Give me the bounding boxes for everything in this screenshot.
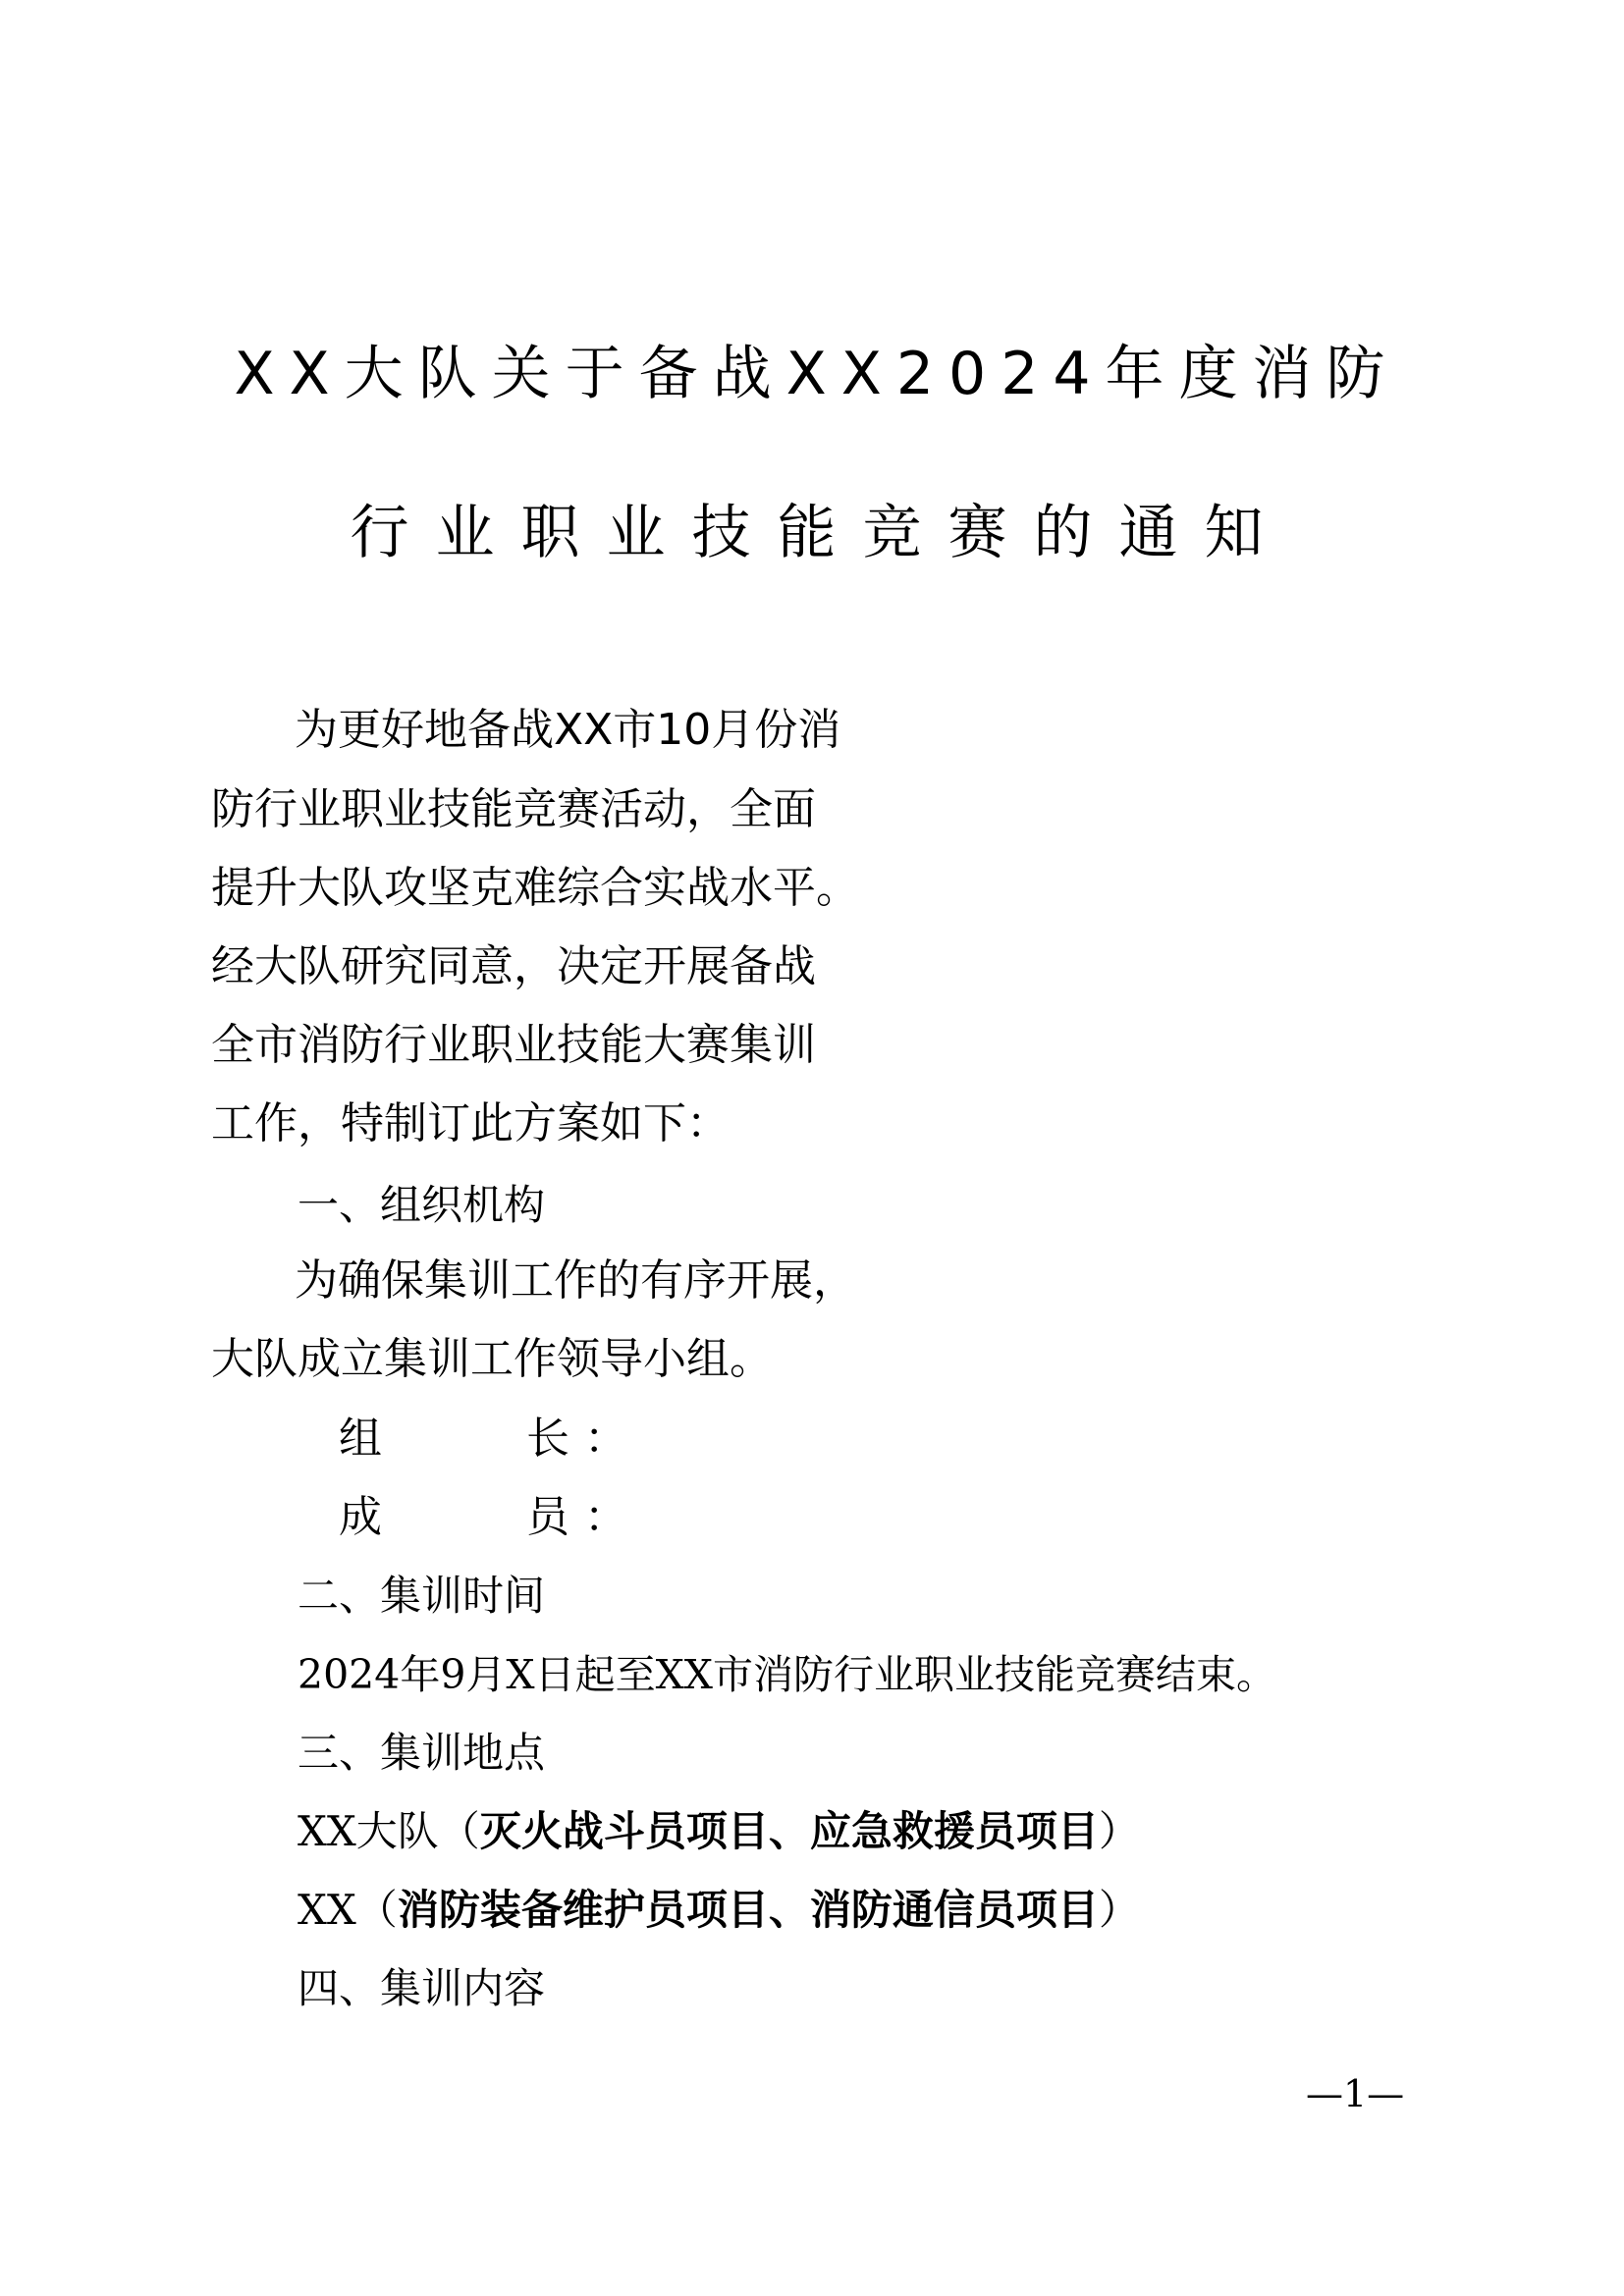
section-4-heading: 四、集训内容 <box>298 1964 546 2012</box>
section-1-heading: 一、组织机构 <box>298 1181 546 1229</box>
section-2-heading: 二、集训时间 <box>298 1572 546 1620</box>
intro-line-6: 工作，特制订此方案如下： <box>211 1098 730 1148</box>
intro-line-5: 全市消防行业职业技能大赛集训 <box>211 1020 816 1070</box>
page-number: —1— <box>1306 2072 1405 2115</box>
location-2 <box>298 1881 1140 1940</box>
location-2-projects: 消防装备维护员项目、消防通信员项目 <box>397 1886 1099 1934</box>
leader-label: 组长 <box>339 1414 569 1464</box>
document-title-line-2: 行业职业技能竞赛的通知 <box>350 499 1290 567</box>
section-1-para-line-2: 大队成立集训工作领导小组。 <box>211 1334 773 1384</box>
members-row <box>339 1488 627 1547</box>
section-2-text: 2024年9月X日起至XX市消防行业职业技能竞赛结束。 <box>298 1651 1276 1698</box>
intro-line-4: 经大队研究同意，决定开展备战 <box>211 941 816 991</box>
leader-colon: ： <box>584 1414 627 1464</box>
members-label: 成员 <box>339 1492 569 1542</box>
section-3-heading: 三、集训地点 <box>298 1729 546 1777</box>
location-2-suffix: ） <box>1098 1886 1140 1934</box>
members-colon: ： <box>584 1492 627 1542</box>
location-2-prefix: XX（ <box>298 1886 398 1934</box>
intro-line-3: 提升大队攻坚克难综合实战水平。 <box>211 863 859 913</box>
location-1 <box>298 1802 1140 1861</box>
intro-line-1: 为更好地备战XX市10月份消 <box>295 705 841 755</box>
location-1-projects: 灭火战斗员项目、应急救援员项目 <box>479 1807 1099 1855</box>
intro-line-2: 防行业职业技能竞赛活动，全面 <box>211 784 816 834</box>
document-title-line-1: XX大队关于备战XX2024年度消防 <box>234 340 1400 408</box>
section-1-para-line-1: 为确保集训工作的有序开展， <box>295 1255 856 1306</box>
location-1-prefix: XX大队（ <box>298 1807 480 1855</box>
location-1-suffix: ） <box>1098 1807 1140 1855</box>
leader-row <box>339 1410 627 1468</box>
